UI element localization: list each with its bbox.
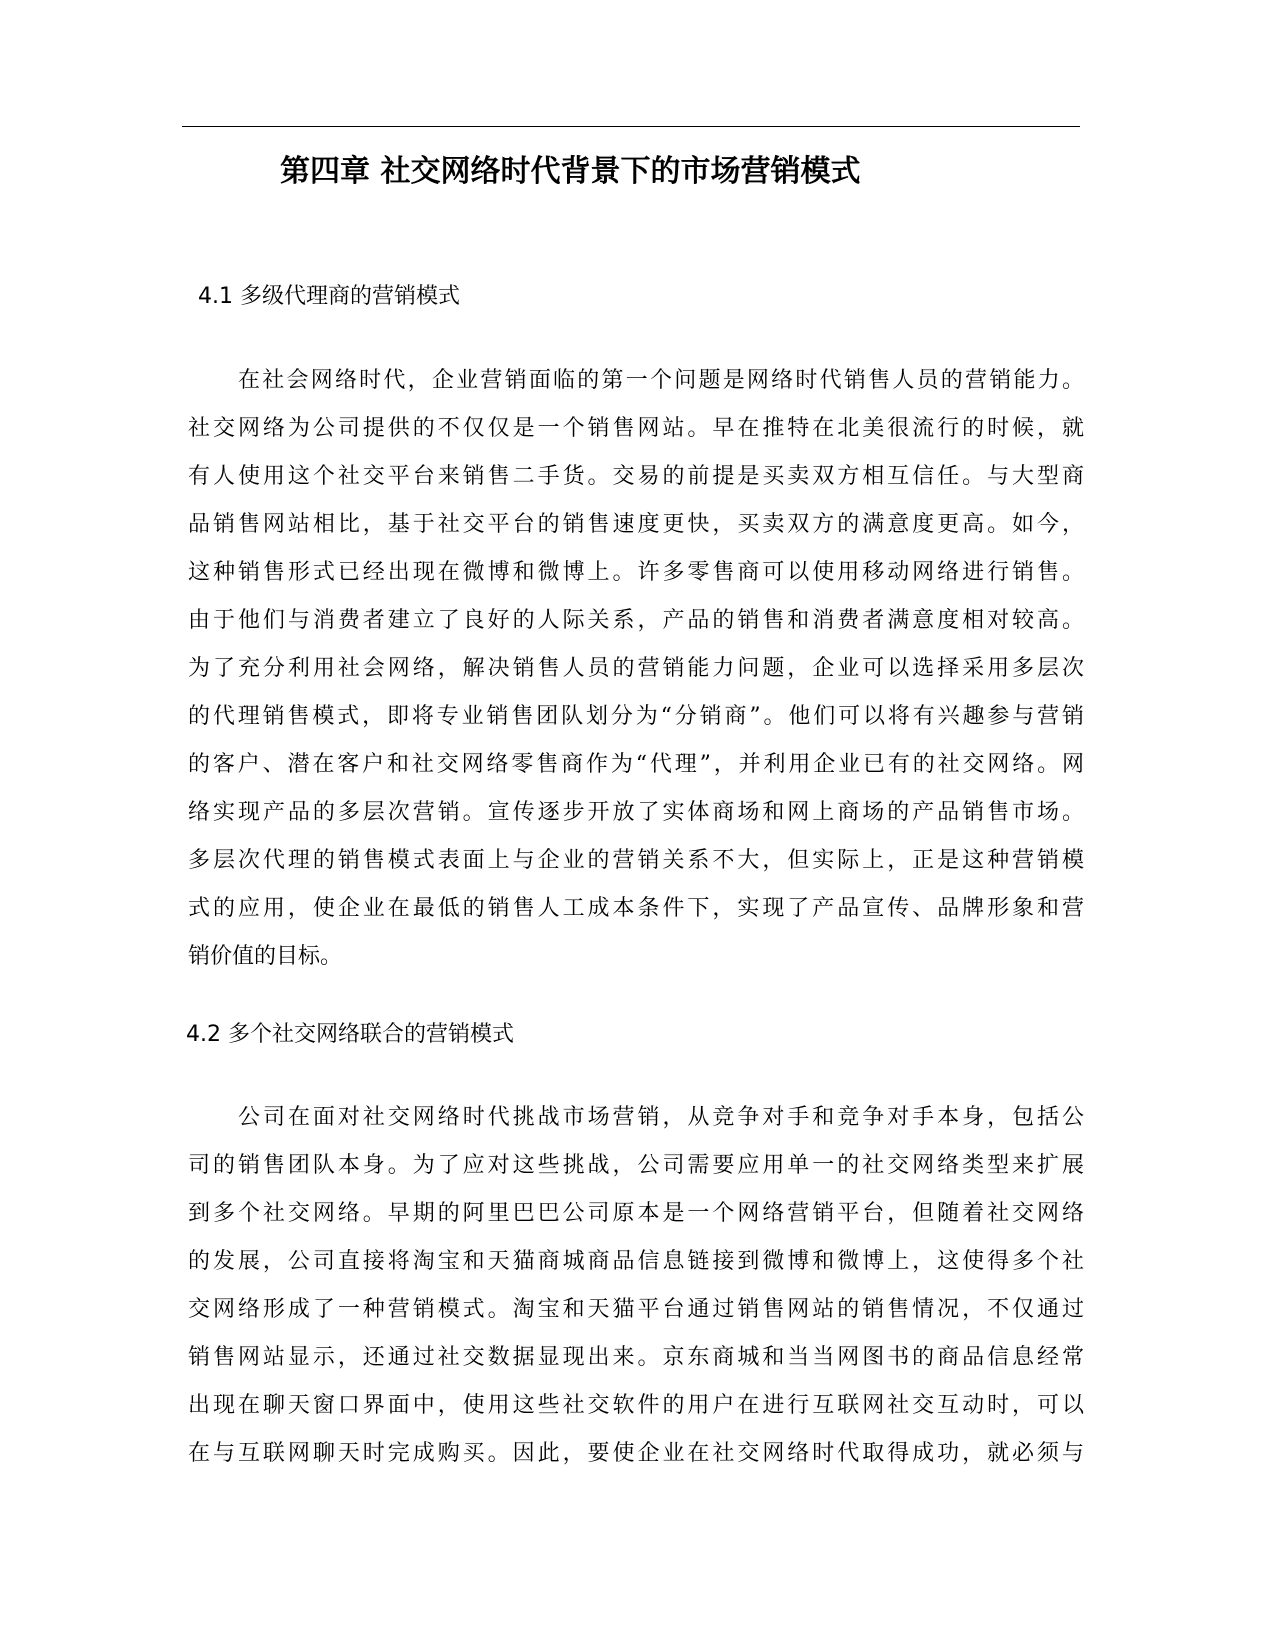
paragraph-line: 有人使用这个社交平台来销售二手货。交易的前提是买卖双方相互信任。与大型商 xyxy=(188,464,1084,489)
paragraph-line: 公司在面对社交网络时代挑战市场营销，从竞争对手和竞争对手本身，包括公 xyxy=(238,1105,1084,1130)
paragraph-line: 销价值的目标。 xyxy=(188,944,343,969)
paragraph-line: 为了充分利用社会网络，解决销售人员的营销能力问题，企业可以选择采用多层次 xyxy=(188,656,1084,681)
paragraph-line: 社交网络为公司提供的不仅仅是一个销售网站。早在推特在北美很流行的时候，就 xyxy=(188,416,1084,441)
paragraph-line: 的代理销售模式，即将专业销售团队划分为“分销商”。他们可以将有兴趣参与营销 xyxy=(188,704,1084,729)
section-4-2-paragraph xyxy=(188,1094,1084,1478)
paragraph-line: 在社会网络时代，企业营销面临的第一个问题是网络时代销售人员的营销能力。 xyxy=(238,368,1084,393)
section-heading-4-1: 4.1 多级代理商的营销模式 xyxy=(198,284,460,309)
paragraph-line: 多层次代理的销售模式表面上与企业的营销关系不大，但实际上，正是这种营销模 xyxy=(188,848,1084,873)
paragraph-line: 这种销售形式已经出现在微博和微博上。许多零售商可以使用移动网络进行销售。 xyxy=(188,560,1084,585)
paragraph-line: 的发展，公司直接将淘宝和天猫商城商品信息链接到微博和微博上，这使得多个社 xyxy=(188,1249,1084,1274)
paragraph-line: 由于他们与消费者建立了良好的人际关系，产品的销售和消费者满意度相对较高。 xyxy=(188,608,1084,633)
paragraph-line: 的客户、潜在客户和社交网络零售商作为“代理”，并利用企业已有的社交网络。网 xyxy=(188,752,1084,777)
paragraph-line: 到多个社交网络。早期的阿里巴巴公司原本是一个网络营销平台，但随着社交网络 xyxy=(188,1201,1084,1226)
paragraph-line: 销售网站显示，还通过社交数据显现出来。京东商城和当当网图书的商品信息经常 xyxy=(188,1345,1084,1370)
paragraph-line: 络实现产品的多层次营销。宣传逐步开放了实体商场和网上商场的产品销售市场。 xyxy=(188,800,1084,825)
section-4-1-paragraph xyxy=(188,357,1084,981)
section-heading-4-2: 4.2 多个社交网络联合的营销模式 xyxy=(186,1022,514,1047)
paragraph-line: 品销售网站相比，基于社交平台的销售速度更快，买卖双方的满意度更高。如今， xyxy=(188,512,1084,537)
paragraph-line: 在与互联网聊天时完成购买。因此，要使企业在社交网络时代取得成功，就必须与 xyxy=(188,1441,1084,1466)
chapter-title: 第四章 社交网络时代背景下的市场营销模式 xyxy=(280,154,861,189)
header-rule xyxy=(182,126,1080,127)
paragraph-line: 出现在聊天窗口界面中，使用这些社交软件的用户在进行互联网社交互动时，可以 xyxy=(188,1393,1084,1418)
paragraph-line: 司的销售团队本身。为了应对这些挑战，公司需要应用单一的社交网络类型来扩展 xyxy=(188,1153,1084,1178)
paragraph-line: 式的应用，使企业在最低的销售人工成本条件下，实现了产品宣传、品牌形象和营 xyxy=(188,896,1084,921)
paragraph-line: 交网络形成了一种营销模式。淘宝和天猫平台通过销售网站的销售情况，不仅通过 xyxy=(188,1297,1084,1322)
